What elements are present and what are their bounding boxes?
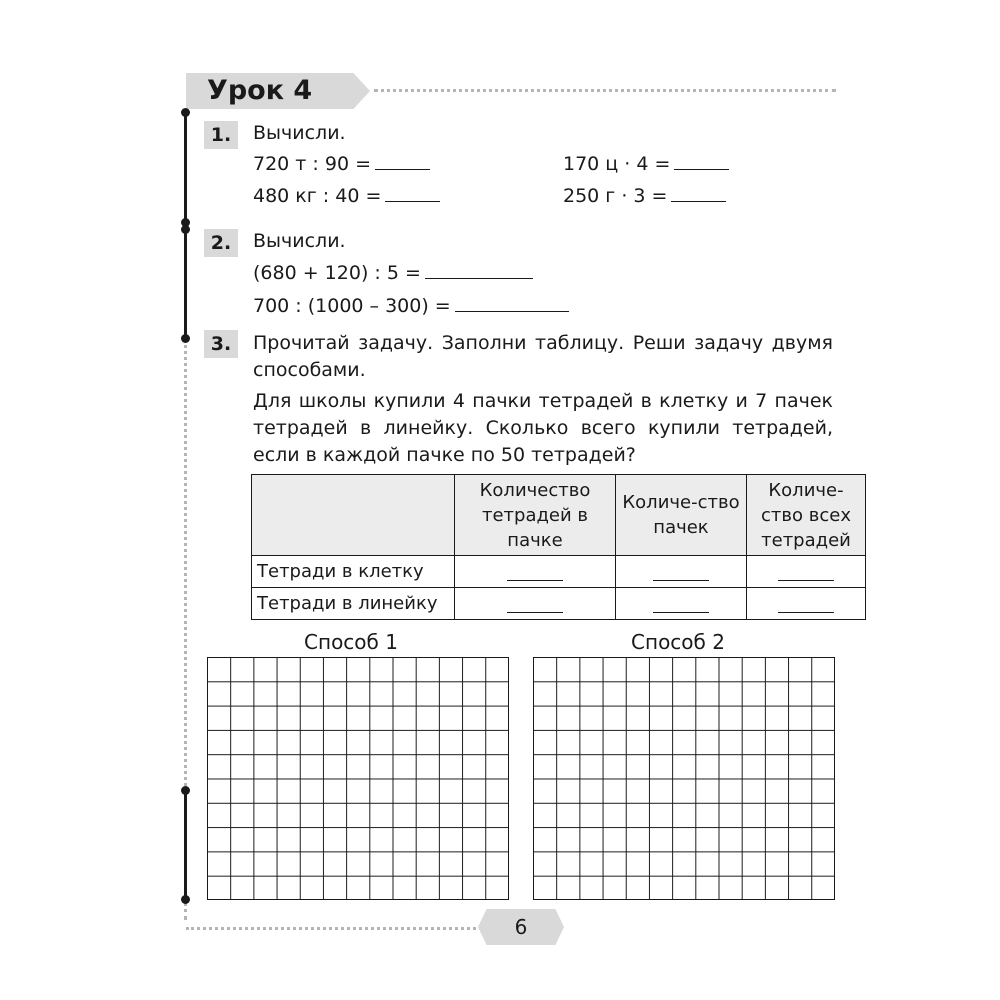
- method-1-label: Способ 1: [304, 630, 398, 654]
- table-row: [252, 588, 866, 620]
- spine-dot: [181, 225, 190, 234]
- task-1-expression: 250 г · 3 =: [563, 185, 726, 207]
- task-1-expression: 720 т : 90 =: [253, 153, 430, 175]
- table-cell[interactable]: [747, 556, 866, 588]
- lesson-title: Урок 4: [207, 75, 313, 106]
- spine-dot: [181, 108, 190, 117]
- task-2-expression: 700 : (1000 – 300) =: [253, 295, 569, 317]
- table-header-cell: [252, 475, 455, 556]
- task-1-number: 1.: [204, 121, 238, 149]
- spine-dot: [181, 786, 190, 795]
- task-2-number: 2.: [204, 229, 238, 257]
- dotted-divider-bottom: [186, 927, 482, 930]
- method-2-grid[interactable]: [533, 657, 835, 900]
- answer-blank[interactable]: [507, 612, 563, 613]
- spine-segment: [184, 228, 187, 338]
- table-row-label: Тетради в клетку: [252, 556, 455, 588]
- table-cell[interactable]: [747, 588, 866, 620]
- answer-blank[interactable]: [653, 612, 709, 613]
- answer-blank[interactable]: [425, 277, 533, 279]
- table-header-cell: Количество тетрадей в пачке: [455, 475, 616, 556]
- table-header-row: [252, 475, 866, 556]
- table-row-label: Тетради в линейку: [252, 588, 455, 620]
- spine-segment: [184, 790, 187, 900]
- task-1-expression: 480 кг : 40 =: [253, 185, 440, 207]
- table-header-cell: Количе-ство пачек: [616, 475, 747, 556]
- answer-blank[interactable]: [674, 168, 729, 170]
- answer-blank[interactable]: [455, 310, 569, 312]
- table-cell[interactable]: [455, 556, 616, 588]
- task-3-problem: Для школы купили 4 пачки тетрадей в клетку и 7 пачек тетрадей в линейку. Сколько всего купили тетрадей, если в каждой пачке по 50 тетрадей?: [253, 390, 833, 466]
- data-table: [251, 474, 866, 620]
- table-cell[interactable]: [455, 588, 616, 620]
- answer-blank[interactable]: [671, 200, 726, 202]
- table-row: [252, 556, 866, 588]
- table-cell[interactable]: [616, 556, 747, 588]
- table-header-cell: Количе-ство всех тетрадей: [747, 475, 866, 556]
- page-number: 6: [514, 915, 528, 939]
- task-1-instruction: Вычисли.: [253, 122, 346, 144]
- answer-blank[interactable]: [375, 168, 430, 170]
- task-2-expression: (680 + 120) : 5 =: [253, 262, 533, 284]
- answer-blank[interactable]: [653, 580, 709, 581]
- task-2-instruction: Вычисли.: [253, 230, 346, 252]
- table-cell[interactable]: [616, 588, 747, 620]
- spine-dot: [181, 334, 190, 343]
- answer-blank[interactable]: [778, 612, 834, 613]
- answer-blank[interactable]: [385, 200, 440, 202]
- task-3-number: 3.: [204, 330, 238, 358]
- answer-blank[interactable]: [507, 580, 563, 581]
- dotted-divider-top: [374, 89, 836, 92]
- spine-dot: [181, 895, 190, 904]
- method-1-grid[interactable]: [207, 657, 509, 900]
- spine-segment: [184, 112, 187, 222]
- method-2-label: Способ 2: [631, 630, 725, 654]
- task-1-expression: 170 ц · 4 =: [563, 153, 729, 175]
- task-3-instruction: Прочитай задачу. Заполни таблицу. Реши задачу двумя способами.: [253, 332, 833, 381]
- answer-blank[interactable]: [778, 580, 834, 581]
